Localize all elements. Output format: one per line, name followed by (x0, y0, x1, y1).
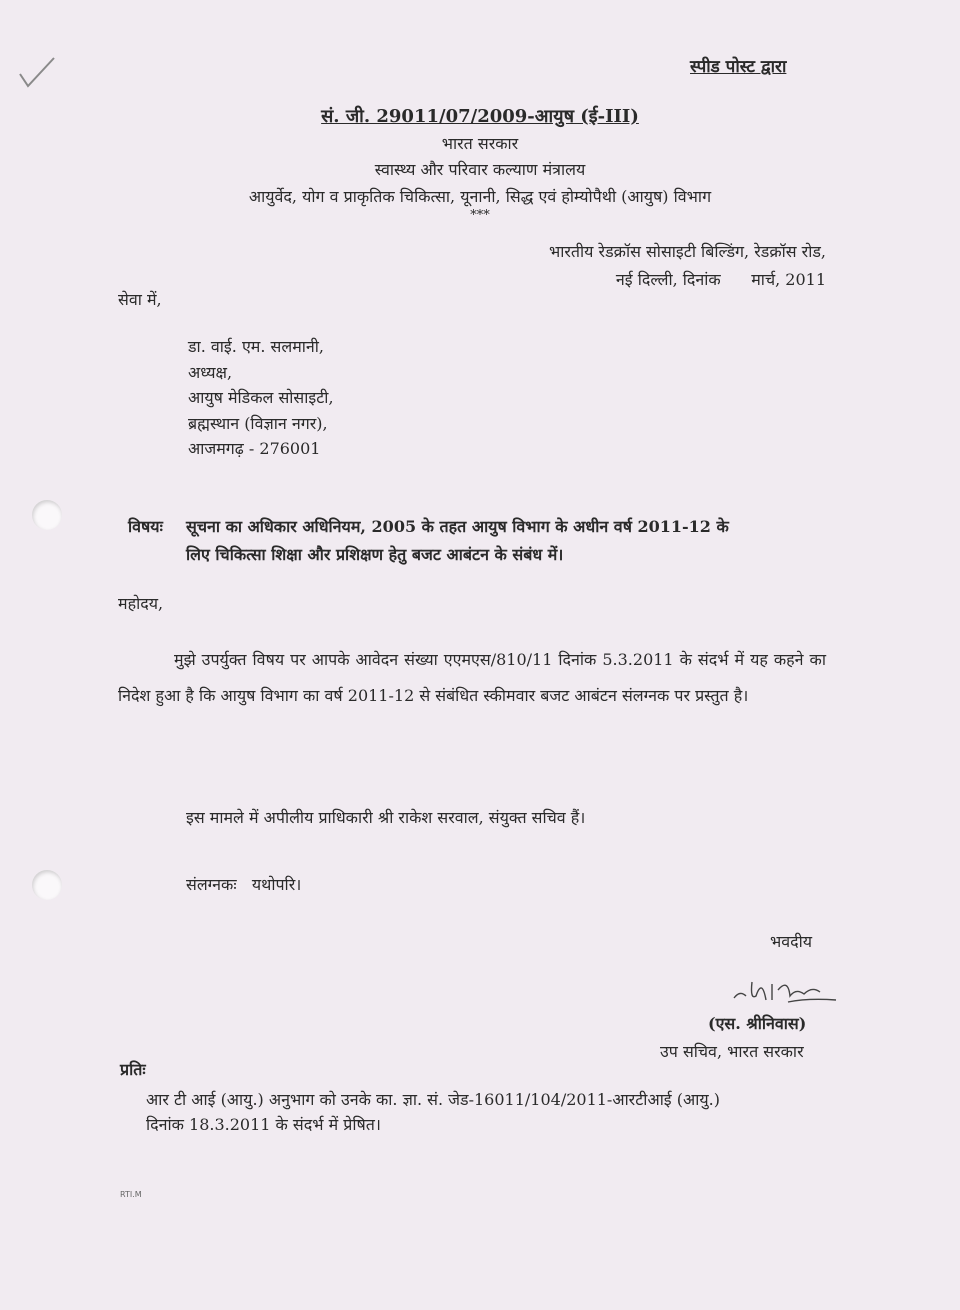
subject-line-2: लिए चिकित्सा शिक्षा और प्रशिक्षण हेतु बजट आबंटन के संबंध में। (186, 545, 564, 564)
recipient-title: अध्यक्ष, (188, 363, 233, 382)
ministry-name: स्वास्थ्य और परिवार कल्याण मंत्रालय (374, 160, 586, 179)
signatory-designation: उप सचिव, भारत सरकार (660, 1042, 804, 1061)
copy-line-1: आर टी आई (आयु.) अनुभाग को उनके का. ज्ञा. सं. जेड-16011/104/2011-आरटीआई (आयु.) (146, 1090, 720, 1109)
address-line-1: भारतीय रेडक्रॉस सोसाइटी बिल्डिंग, रेडक्रॉस रोड, (548, 242, 826, 261)
signatory-name: (एस. श्रीनिवास) (708, 1014, 807, 1033)
subject-line-1: सूचना का अधिकार अधिनियम, 2005 के तहत आयुष विभाग के अधीन वर्ष 2011-12 के (186, 517, 729, 536)
subject-label: विषयः (128, 517, 163, 536)
punch-hole-top (32, 500, 62, 530)
recipient-locality: ब्रह्मस्थान (विज्ञान नगर), (188, 414, 328, 433)
reference-number: सं. जी. 29011/07/2009-आयुष (ई-III) (321, 106, 639, 127)
government-name: भारत सरकार (441, 134, 519, 153)
body-paragraph-1: मुझे उपर्युक्त विषय पर आपके आवेदन संख्या एएमएस/810/11 दिनांक 5.3.2011 के संदर्भ में यह कहने का निदेश हुआ है कि आयुष विभाग का वर्ष 2011-12 से संबंधित स्कीमवार बजट आबंटन संलग्नक पर प्रस्तुत है। (118, 650, 826, 705)
salutation-to: सेवा में, (118, 290, 162, 309)
recipient-city: आजमगढ़ - 276001 (188, 439, 321, 458)
enclosure-note: संलग्नकः यथोपरि। (186, 875, 302, 894)
footer-code: RTI.M (120, 1190, 142, 1199)
dispatch-mode: स्पीड पोस्ट द्वारा (690, 57, 787, 77)
copy-line-2: दिनांक 18.3.2011 के संदर्भ में प्रेषित। (146, 1115, 381, 1134)
address-line-2: नई दिल्ली, दिनांक मार्च, 2011 (615, 270, 826, 289)
recipient-name: डा. वाई. एम. सलमानी, (188, 337, 325, 356)
copy-label: प्रतिः (120, 1060, 146, 1079)
header-separator: *** (470, 208, 490, 223)
department-name: आयुर्वेद, योग व प्राकृतिक चिकित्सा, यूनानी, सिद्ध एवं होम्योपैथी (आयुष) विभाग (248, 187, 712, 206)
closing: भवदीय (770, 932, 813, 951)
punch-hole-bottom (32, 870, 62, 900)
check-mark-icon (18, 52, 58, 92)
body-paragraph-2: इस मामले में अपीलीय प्राधिकारी श्री राकेश सरवाल, संयुक्त सचिव हैं। (186, 808, 586, 827)
recipient-organisation: आयुष मेडिकल सोसाइटी, (188, 388, 334, 407)
signature (728, 970, 838, 1010)
greeting: महोदय, (118, 594, 164, 613)
